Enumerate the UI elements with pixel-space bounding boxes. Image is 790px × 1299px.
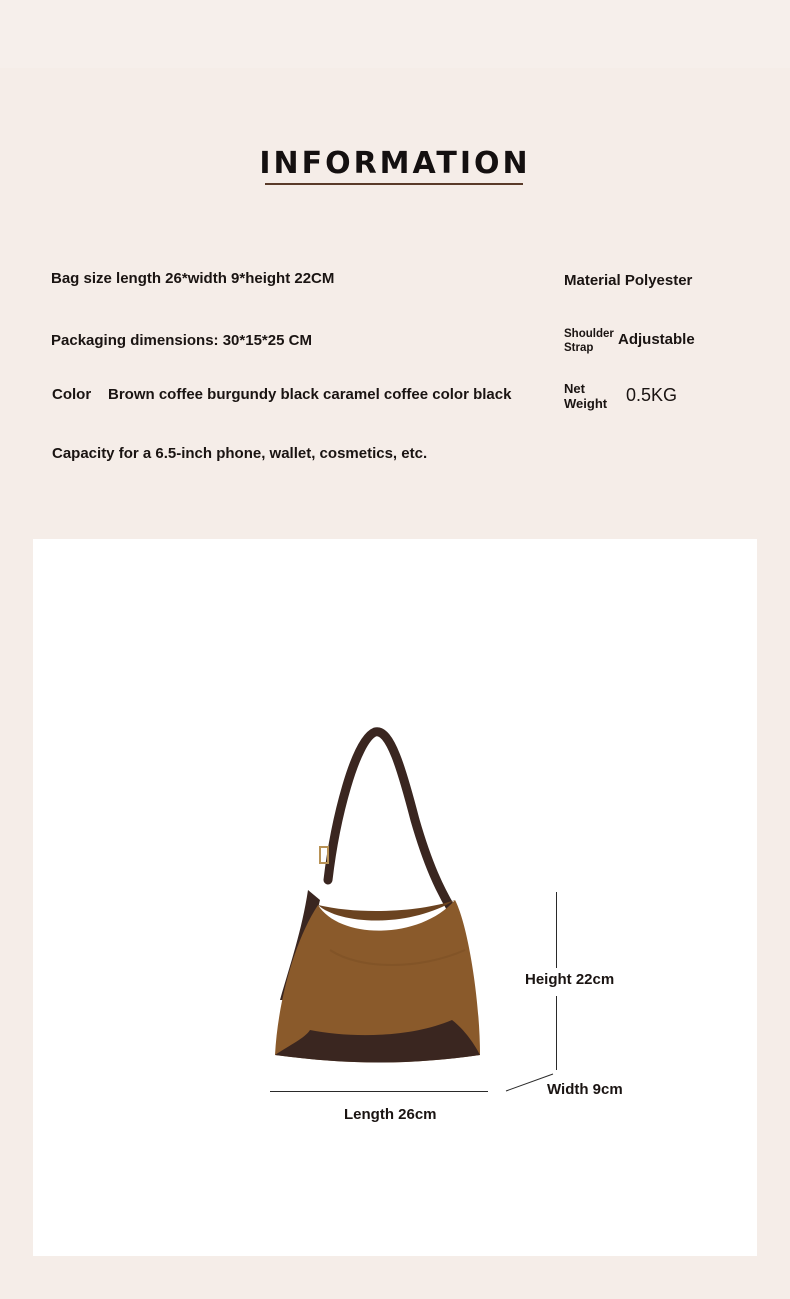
shoulder-strap-label-line1: Shoulder [564,328,614,340]
top-band [0,0,790,68]
length-line [270,1091,488,1092]
section-title: INFORMATION [259,146,531,181]
height-line-upper [556,892,557,968]
width-label: Width 9cm [547,1081,623,1098]
net-weight-label [564,381,607,411]
net-weight-label-line1: Net [564,381,585,396]
bag-size-text: Bag size length 26*width 9*height 22CM [51,270,335,287]
title-underline [265,183,523,185]
material-text: Material Polyester [564,272,693,289]
shoulder-strap-value: Adjustable [618,331,695,348]
packaging-text: Packaging dimensions: 30*15*25 CM [51,332,312,349]
shoulder-strap-label-line2: Strap [564,342,594,354]
color-value: Brown coffee burgundy black caramel coffee color black [108,386,512,403]
net-weight-value: 0.5KG [626,385,678,405]
length-label: Length 26cm [344,1106,437,1123]
height-line-lower [556,996,557,1070]
net-weight-label-line2: Weight [564,396,608,411]
handbag-image [240,700,540,1080]
shoulder-strap-label [564,327,614,355]
capacity-text: Capacity for a 6.5-inch phone, wallet, cosmetics, etc. [52,445,428,462]
height-label: Height 22cm [525,971,615,988]
color-label: Color [52,386,92,403]
